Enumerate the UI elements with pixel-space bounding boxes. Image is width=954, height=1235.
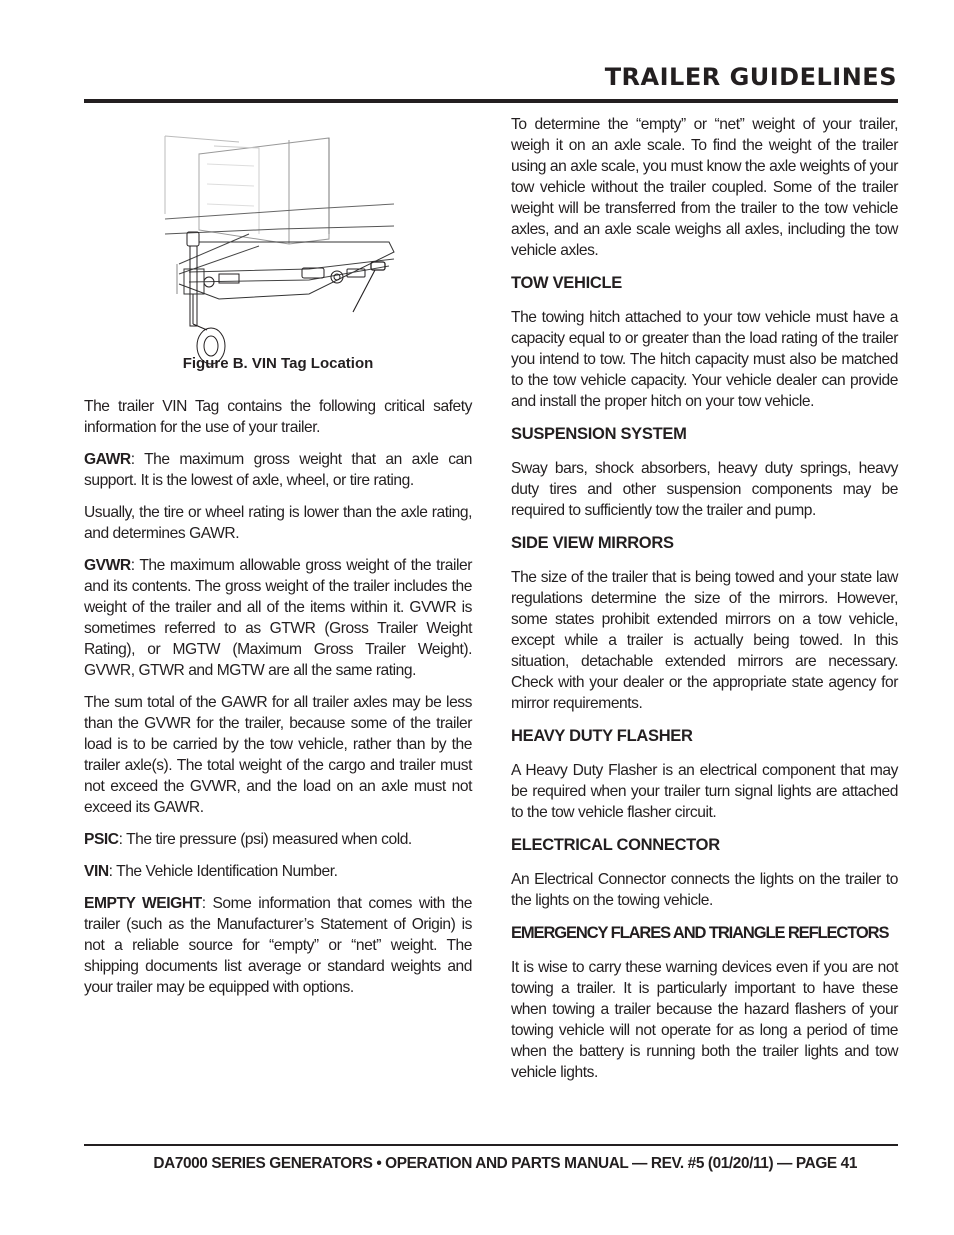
empty-weight-term: EMPTY WEIGHT (84, 895, 202, 912)
footer-rule (84, 1144, 898, 1146)
right-column (511, 114, 898, 1094)
vin-tag-intro: The trailer VIN Tag contains the following critical safety information for the use of your trailer. (84, 398, 472, 436)
page-footer: DA7000 SERIES GENERATORS • OPERATION AND PARTS MANUAL — REV. #5 (01/20/11) — PAGE 41 (153, 1155, 857, 1172)
electrical-connector-heading: ELECTRICAL CONNECTOR (511, 836, 720, 854)
heavy-duty-flasher-heading: HEAVY DUTY FLASHER (511, 727, 693, 745)
trailer-illustration (159, 134, 409, 374)
tow-vehicle-text: The towing hitch attached to your tow vehicle must have a capacity equal to or greater than the load rating of the trailer you intend to tow. The hitch capacity must also be matched to the tow vehicle capacity. Your vehicle dealer can provide and install the proper hitch on your tow vehicle. (511, 309, 898, 410)
empty-weight-text: : Some information that comes with the trailer (such as the Manufacturer’s Statement of Origin) is not a reliable source for “empty” or “net” weight. The shipping documents list average or standard weights and your trailer may be equipped with options. (84, 895, 472, 996)
vin-text: : The Vehicle Identification Number. (108, 863, 338, 880)
gawr-definition (84, 449, 472, 491)
psic-term: PSIC (84, 831, 119, 848)
vin-definition (84, 861, 472, 882)
tow-vehicle-heading: TOW VEHICLE (511, 274, 622, 292)
empty-weight-definition (84, 893, 472, 998)
gawr-note: Usually, the tire or wheel rating is lower than the axle rating, and determines GAWR. (84, 504, 472, 542)
gvwr-definition (84, 555, 472, 681)
vin-tag-figure (84, 134, 472, 374)
gawr-sum-note: The sum total of the GAWR for all trailer axles may be less than the GVWR for the trailer, because some of the trailer load is to be carried by the tow vehicle, rather than by the trailer axle(s). The total weight of the cargo and trailer must not exceed the GVWR, and the load on an axle must not exceed its GAWR. (84, 694, 472, 816)
header-rule (84, 99, 898, 103)
electrical-connector-text: An Electrical Connector connects the lights on the trailer to the lights on the towing vehicle. (511, 871, 898, 909)
gawr-term: GAWR (84, 451, 131, 468)
left-column (84, 134, 472, 1009)
side-view-mirrors-text: The size of the trailer that is being towed and your state law regulations determine the size of the mirrors. However, some states prohibit extended mirrors on a tow vehicle, except while a trailer is actually being towed. In this situation, detachable extended mirrors are necessary. Check with your dealer or the appropriate state agency for mirror requirements. (511, 569, 898, 712)
emergency-flares-heading: EMERGENCY FLARES AND TRIANGLE REFLECTORS (511, 924, 889, 942)
psic-definition (84, 829, 472, 850)
suspension-system-text: Sway bars, shock absorbers, heavy duty springs, heavy duty tires and other suspension components may be required to sufficiently tow the trailer and pump. (511, 460, 898, 519)
gvwr-term: GVWR (84, 557, 131, 574)
gvwr-text: : The maximum allowable gross weight of the trailer and its contents. The gross weight of the trailer includes the weight of the trailer and all of the items within it. GVWR is sometimes referred to as GTWR (Gross Trailer Weight Rating), or MGTW (Maximum Gross Trailer Weight). GVWR, GTWR and MGTW are all the same rating. (84, 557, 472, 679)
psic-text: : The tire pressure (psi) measured when cold. (118, 831, 412, 848)
heavy-duty-flasher-text: A Heavy Duty Flasher is an electrical component that may be required when your trailer turn signal lights are attached to the tow vehicle flasher circuit. (511, 762, 898, 821)
vin-term: VIN (84, 863, 109, 880)
gawr-text: : The maximum gross weight that an axle can support. It is the lowest of axle, wheel, or tire rating. (84, 451, 472, 489)
emergency-flares-text: It is wise to carry these warning devices even if you are not towing a trailer. It is particularly important to have these when towing a trailer because the hazard flashers of your towing vehicle will not operate for as long a period of time when the battery is running both the trailer lights and tow vehicle lights. (511, 959, 898, 1081)
side-view-mirrors-heading: SIDE VIEW MIRRORS (511, 534, 674, 552)
page-title: TRAILER GUIDELINES (604, 63, 897, 91)
suspension-system-heading: SUSPENSION SYSTEM (511, 425, 687, 443)
figure-caption: Figure B. VIN Tag Location (182, 355, 374, 372)
empty-weight-intro: To determine the “empty” or “net” weight of your trailer, weigh it on an axle scale. To find the weight of the trailer using an axle scale, you must know the axle weights of your tow vehicle without the trailer coupled. Some of the trailer weight will be transferred from the trailer to the tow vehicle axles, and an axle scale weighs all axles, including the tow vehicle axles. (511, 116, 898, 259)
